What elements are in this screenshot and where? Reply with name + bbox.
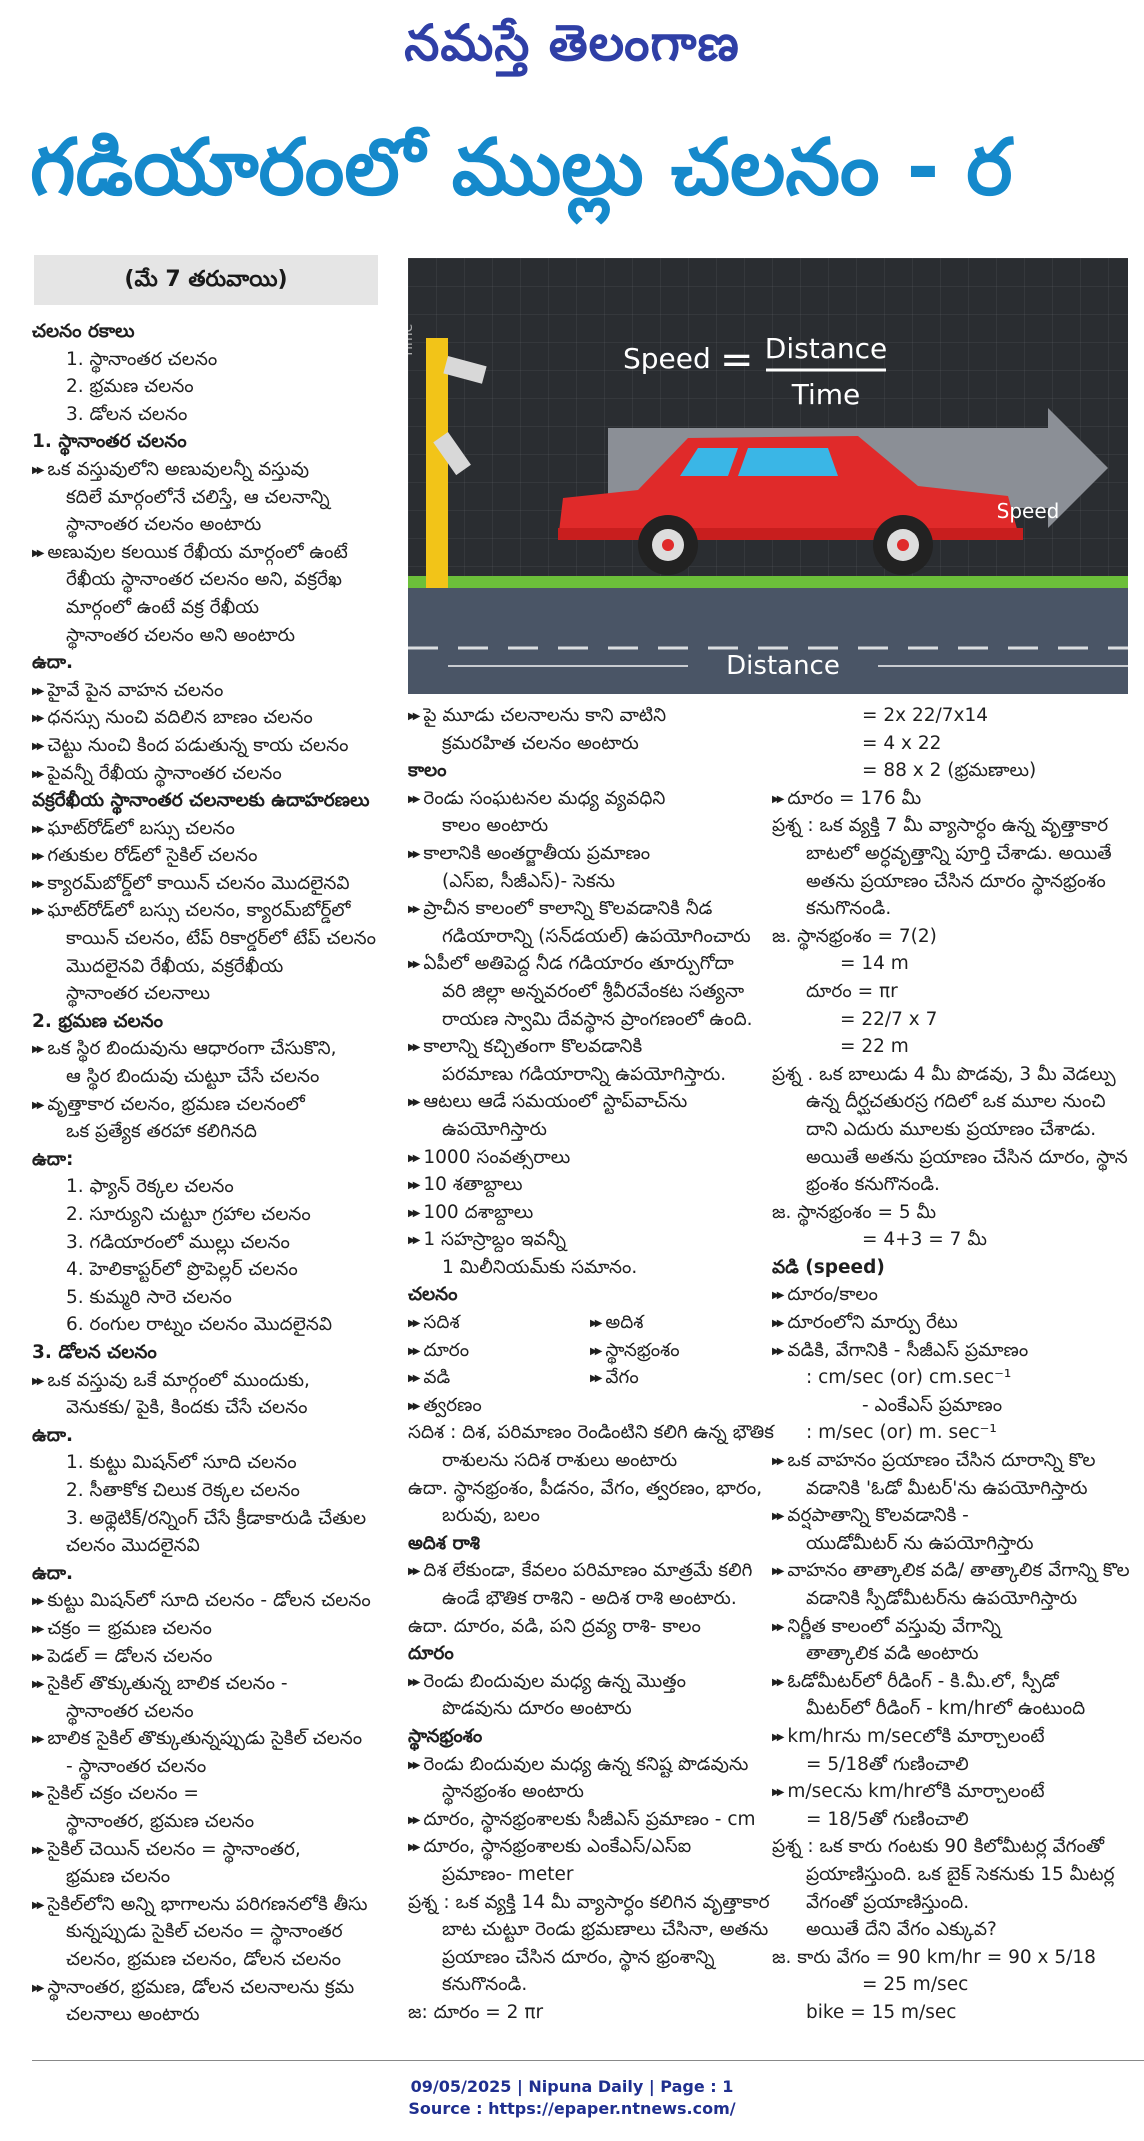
masthead: నమస్తే తెలంగాణ — [404, 14, 740, 72]
text-line: ▶▶ గతుకుల రోడ్‌లో సైకిల్ చలనం — [32, 842, 382, 870]
text-line: ▶▶ ఒక వస్తువులోని అణువులన్నీ వస్తువు — [32, 456, 382, 484]
speed-word: Speed — [623, 342, 711, 375]
column-right — [772, 702, 1142, 2027]
text-line: జ. కారు వేగం = 90 km/hr = 90 x 5/18 — [772, 1946, 1096, 1968]
headline: గడియారంలో ముల్లు చలనం - ర — [30, 123, 1013, 213]
section-heading: 3. డోలన చలనం — [32, 1341, 157, 1363]
text-line: ప్రయాణిస్తుంది. ఒక బైక్ సెకనుకు 15 మీటర్ల — [806, 1863, 1115, 1885]
text-line: మార్గంలో ఉంటే వక్ర రేఖీయ — [66, 596, 260, 618]
text-line: స్థానాంతర చలనం — [66, 1700, 194, 1722]
two-column-row — [408, 1309, 772, 1337]
text-line: ఆ స్థిర బిందువు చుట్టూ చేసే చలనం — [66, 1066, 320, 1088]
text-line: ▶▶ క్యారమ్‌బోర్డ్‌లో కాయిన్ చలనం మొదలైనవి — [32, 870, 382, 898]
time-word: Time — [791, 378, 861, 411]
text-line: ప్రశ్న : ఒక కారు గంటకు 90 కిలోమీటర్ల వేగంతో — [772, 1836, 1105, 1858]
text-line: భ్రంశం కనుగొనండి. — [806, 1174, 940, 1196]
text-line: స్థానాంతర చలనం అని అంటారు — [66, 624, 296, 646]
text-line: = 25 m/sec — [862, 1974, 969, 1996]
text-line: ▶▶ పై మూడు చలనాలను కాని వాటిని — [408, 702, 772, 730]
text-line: ▶▶ త్వరణం — [408, 1392, 772, 1420]
text-line: ▶▶ దూరంలోని మార్పు రేటు — [772, 1309, 1142, 1337]
text-line: కనుగొనండి. — [442, 1974, 528, 1996]
section-heading: ఉదా. — [32, 1562, 74, 1584]
text-line: ▶▶ కుట్టు మిషన్‌లో సూది చలనం - డోలన చలనం — [32, 1587, 382, 1615]
text-line: ▶▶ నిర్ణీత కాలంలో వస్తువు వేగాన్ని — [772, 1613, 1142, 1641]
text-line: ▶▶ m/secను km/hrలోకి మార్చాలంటే — [772, 1778, 1142, 1806]
footer-date-line: 09/05/2025 | Nipuna Daily | Page : 1 — [410, 2077, 734, 2096]
column-middle — [408, 702, 772, 2027]
text-line: ▶▶ రెండు బిందువుల మధ్య ఉన్న మొత్తం — [408, 1668, 772, 1696]
text-line: ▶▶ పెడల్ = డోలన చలనం — [32, 1643, 382, 1671]
text-line: వడానికి స్పీడోమీటర్‌ను ఉపయోగిస్తారు — [806, 1588, 1078, 1609]
text-line: పొడవును దూరం అంటారు — [442, 1698, 632, 1720]
text-line: ▶▶ సైకిల్ చెయిన్ చలనం = స్థానాంతర, — [32, 1836, 382, 1864]
section-heading: ఉదా. — [32, 1424, 74, 1446]
section-heading: దూరం — [408, 1643, 454, 1665]
text-line: ▶▶ వడికి, వేగానికి - సీజీఎస్ ప్రమాణం — [772, 1337, 1142, 1365]
text-line: వడానికి 'ఓడో మీటర్'ను ఉపయోగిస్తారు — [806, 1477, 1088, 1499]
text-line: ▶▶ ప్రాచీన కాలంలో కాలాన్ని కొలవడానికి నీడ — [408, 895, 772, 923]
text-line: ▶▶ అణువుల కలయిక రేఖీయ మార్గంలో ఉంటే — [32, 539, 382, 567]
text-line: 4. హెలికాప్టర్‌లో ప్రొపెల్లర్ చలనం — [66, 1259, 298, 1281]
hero-illustration — [400, 258, 1128, 694]
list-item: ▶▶ సదిశ — [408, 1309, 590, 1337]
section-heading: 1. స్థానాంతర చలనం — [32, 431, 187, 453]
list-item: ▶▶ స్థానభ్రంశం — [590, 1337, 772, 1365]
text-line: చలనాలు అంటారు — [66, 2004, 200, 2026]
text-line: ▶▶ పైవన్నీ రేఖీయ స్థానాంతర చలనం — [32, 760, 382, 788]
text-line: ప్రశ్న : ఒక వ్యక్తి 7 మీ వ్యాసార్ధం ఉన్న వృత్తాకార — [772, 815, 1109, 837]
section-heading: అదిశ రాశి — [408, 1532, 480, 1554]
text-line: బాట చుట్టూ రెండు భ్రమణాలు చేసినా, అతను — [442, 1919, 769, 1941]
footer-divider — [32, 2060, 1144, 2061]
text-line: ప్రమాణం- meter — [442, 1863, 574, 1885]
text-line: ▶▶ 100 దశాబ్దాలు — [408, 1199, 772, 1227]
text-line: అతను ప్రయాణం చేసిన దూరం స్థానభ్రంశం — [806, 870, 1106, 892]
text-line: ▶▶ హైవే పైన వాహన చలనం — [32, 677, 382, 705]
text-line: కనుగొనండి. — [806, 898, 892, 920]
text-line: రాశులను సదిశ రాశులు అంటారు — [442, 1450, 678, 1472]
side-time-label: Time — [400, 323, 416, 358]
text-line: ▶▶ సైకిల్ తొక్కుతున్న బాలిక చలనం - — [32, 1670, 382, 1698]
continuation-box: (మే 7 తరువాయి) — [34, 255, 378, 305]
text-line: ఉపయోగిస్తారు — [442, 1118, 547, 1140]
text-line: ▶▶ ఘాట్‌రోడ్‌లో బస్సు చలనం, క్యారమ్‌బోర్డ్‌లో — [32, 897, 382, 925]
text-line: ▶▶ చెట్టు నుంచి కింద పడుతున్న కాయ చలనం — [32, 732, 382, 760]
text-line: కాయిన్ చలనం, టేప్ రికార్డర్‌లో టేప్ చలనం — [66, 928, 377, 950]
text-line: ఉన్న దీర్ఘచతురస్ర గదిలో ఒక మూల నుంచి — [806, 1091, 1106, 1113]
text-line: మొదలైనవి రేఖీయ, వక్రరేఖీయ — [66, 955, 284, 977]
text-line: - ఎంకేఎస్ ప్రమాణం — [862, 1394, 1003, 1416]
text-line: 1. స్థానాంతర చలనం — [66, 348, 218, 370]
text-line: స్థానాంతర చలనాలు — [66, 983, 211, 1005]
section-heading: స్థానభ్రంశం — [408, 1725, 483, 1747]
text-line: కున్నప్పుడు సైకిల్ చలనం = స్థానాంతర — [66, 1921, 343, 1943]
text-line: ▶▶ వర్షపాతాన్ని కొలవడానికి - — [772, 1502, 1142, 1530]
text-line: ప్రశ్న : ఒక వ్యక్తి 14 మీ వ్యాసార్ధం కలిగిన వృత్తాకార — [408, 1891, 770, 1913]
text-line: చలనం, భ్రమణ చలనం, డోలన చలనం — [66, 1949, 342, 1971]
text-line: దూరం = πr — [806, 980, 898, 1002]
text-line: - స్థానాంతర చలనం — [66, 1755, 207, 1777]
text-line: వరి జిల్లా అన్నవరంలో శ్రీవీరవేంకట సత్యనా — [442, 980, 745, 1002]
text-line: ▶▶ సైకిల్‌లోని అన్ని భాగాలను పరిగణనలోకి తీసు — [32, 1891, 382, 1919]
text-line: ▶▶ ఒక స్థిర బిందువును ఆధారంగా చేసుకొని, — [32, 1035, 382, 1063]
list-item: ▶▶ వడి — [408, 1364, 590, 1392]
text-line: ▶▶ రెండు సంఘటనల మధ్య వ్యవధిని — [408, 785, 772, 813]
text-line: ▶▶ కాలాన్ని కచ్చితంగా కొలవడానికి — [408, 1033, 772, 1061]
text-line: ▶▶ చక్రం = భ్రమణ చలనం — [32, 1615, 382, 1643]
text-line: ▶▶ రెండు బిందువుల మధ్య ఉన్న కనిష్ట పొడవును — [408, 1751, 772, 1779]
text-line: ▶▶ ధనస్సు నుంచి వదిలిన బాణం చలనం — [32, 704, 382, 732]
text-line: ▶▶ ఘాట్‌రోడ్‌లో బస్సు చలనం — [32, 815, 382, 843]
text-line: జ. స్థానభ్రంశం = 5 మీ — [772, 1201, 937, 1223]
text-line: 6. రంగుల రాట్నం చలనం మొదలైనవి — [66, 1314, 332, 1336]
text-line: ఉదా. స్థానభ్రంశం, పీడనం, వేగం, త్వరణం, భారం, — [408, 1477, 763, 1499]
text-line: వెనుకకు/ పైకి, కిందకు చేసే చలనం — [66, 1397, 308, 1419]
text-line: ▶▶ ఆటలు ఆడే సమయంలో స్టాప్‌వాచ్‌ను — [408, 1088, 772, 1116]
text-line: ప్రయాణం చేసిన దూరం, స్థాన భ్రంశాన్ని — [442, 1946, 715, 1968]
text-line: = 88 x 2 (భ్రమణాలు) — [862, 760, 1037, 782]
text-line: వేగంతో ప్రయాణిస్తుంది. — [806, 1891, 970, 1913]
text-line: 5. కుమ్మరి సారె చలనం — [66, 1286, 232, 1308]
text-line: 1 మిలీనియమ్‌కు సమానం. — [442, 1256, 638, 1278]
text-line: బాటలో అర్ధవృత్తాన్ని పూర్తి చేశాడు. అయితే — [806, 842, 1112, 864]
text-line: స్థానాంతర, భ్రమణ చలనం — [66, 1811, 255, 1833]
text-line: ▶▶ దూరం/కాలం — [772, 1281, 1142, 1309]
text-line: = 2x 22/7x14 — [862, 705, 989, 726]
text-line: స్థానభ్రంశం అంటారు — [442, 1781, 584, 1803]
text-line: ఉండే భౌతిక రాశిని - అదిశ రాశి అంటారు. — [442, 1588, 737, 1609]
text-line: క్రమరహిత చలనం అంటారు — [442, 732, 639, 754]
text-line: (ఎస్ఐ, సీజీఎస్)- సెకను — [442, 870, 616, 892]
arrow-speed-label: Speed — [996, 499, 1060, 523]
text-line: పరమాణు గడియారాన్ని ఉపయోగిస్తారు. — [442, 1063, 727, 1085]
section-heading: కాలం — [408, 760, 447, 782]
section-heading: వక్రరేఖీయ స్థానాంతర చలనాలకు ఉదాహరణలు — [32, 790, 370, 812]
text-line: 2. భ్రమణ చలనం — [66, 376, 194, 398]
text-line: ▶▶ కాలానికి అంతర్జాతీయ ప్రమాణం — [408, 840, 772, 868]
text-line: మీటర్‌లో రీడింగ్ - km/hrలో ఉంటుంది — [806, 1698, 1086, 1720]
text-line: తాత్కాలిక వడి అంటారు — [806, 1643, 979, 1665]
text-line: = 5/18తో గుణించాలి — [806, 1753, 969, 1775]
text-line: : m/sec (or) m. sec⁻¹ — [806, 1422, 997, 1444]
text-line: జ. స్థానభ్రంశం = 7(2) — [772, 925, 937, 947]
text-line: భ్రమణ చలనం — [66, 1866, 171, 1888]
text-line: స్థానాంతర చలనం అంటారు — [66, 514, 262, 536]
two-column-row — [408, 1337, 772, 1365]
text-line: ఒక ప్రత్యేక తరహా కలిగినది — [66, 1121, 257, 1143]
section-heading: ఉదా: — [32, 1148, 74, 1170]
footer-source-line: Source : https://epaper.ntnews.com/ — [408, 2099, 736, 2118]
text-line: ▶▶ ఓడోమీటర్‌లో రీడింగ్ - కి.మీ.లో, స్పీడో — [772, 1668, 1142, 1696]
section-heading: 2. భ్రమణ చలనం — [32, 1010, 164, 1032]
text-line: = 22 m — [840, 1036, 909, 1058]
text-line: యుడోమీటర్ ను ఉపయోగిస్తారు — [806, 1532, 1034, 1554]
text-line: ▶▶ 1000 సంవత్సరాలు — [408, 1144, 772, 1172]
ground-distance-label: Distance — [726, 651, 840, 681]
text-line: అయితే అతను ప్రయాణం చేసిన దూరం, స్థాన — [806, 1146, 1128, 1168]
text-line: ▶▶ బాలిక సైకిల్ తొక్కుతున్నప్పుడు సైకిల్ చలనం — [32, 1725, 382, 1753]
text-line: ▶▶ దూరం, స్థానభ్రంశాలకు ఎంకేఎస్/ఎస్ఐ — [408, 1833, 772, 1861]
text-line: bike = 15 m/sec — [806, 2001, 957, 2023]
section-heading: చలనం — [408, 1284, 458, 1306]
text-line: = 18/5తో గుణించాలి — [806, 1808, 969, 1830]
text-line: ప్రశ్న . ఒక బాలుడు 4 మీ పొడవు, 3 మీ వెడల్పు — [772, 1063, 1116, 1085]
text-line: ▶▶ 1 సహస్రాబ్దం ఇవన్నీ — [408, 1226, 772, 1254]
text-line: = 14 m — [840, 953, 909, 975]
column-left — [32, 318, 382, 2029]
text-line: : cm/sec (or) cm.sec⁻¹ — [806, 1367, 1012, 1389]
text-line: ▶▶ ఒక వస్తువు ఒకే మార్గంలో ముందుకు, — [32, 1367, 382, 1395]
text-line: 2. సూర్యుని చుట్టూ గ్రహాల చలనం — [66, 1204, 311, 1225]
text-line: రేఖీయ స్థానాంతర చలనం అని, వక్రరేఖ — [66, 569, 343, 591]
text-line: 3. గడియారంలో ముల్లు చలనం — [66, 1231, 290, 1253]
text-line: ▶▶ వాహనం తాత్కాలిక వడి/ తాత్కాలిక వేగాన్ని కొల — [772, 1557, 1142, 1585]
section-heading: ఉదా. — [32, 652, 74, 674]
text-line: చలనం మొదలైనవి — [66, 1535, 200, 1557]
text-line: దాని ఎదురు మూలకు ప్రయాణం చేశాడు. — [806, 1118, 1097, 1140]
text-line: = 4 x 22 — [862, 732, 942, 754]
text-line: కాలం అంటారు — [442, 815, 549, 837]
text-line: = 22/7 x 7 — [840, 1008, 938, 1030]
list-item: ▶▶ దూరం — [408, 1337, 590, 1365]
text-line: ఉదా. దూరం, వడి, పని ద్రవ్య రాశి- కాలం — [408, 1615, 701, 1637]
footer — [0, 2076, 1144, 2120]
list-item: ▶▶ అదిశ — [590, 1309, 772, 1337]
text-line: 1. కుట్టు మిషన్‌లో సూది చలనం — [66, 1452, 297, 1474]
text-line: బరువు, బలం — [442, 1505, 540, 1527]
text-line: ▶▶ దిశ లేకుండా, కేవలం పరిమాణం మాత్రమే కలిగి — [408, 1557, 772, 1585]
text-line: 3. అథ్లెటిక్/రన్నింగ్ చేసే క్రీడాకారుడి చేతుల — [66, 1507, 367, 1529]
text-line: ▶▶ సైకిల్ చక్రం చలనం = — [32, 1780, 382, 1808]
text-line: రాయణ స్వామి దేవస్థాన ప్రాంగణంలో ఉంది. — [442, 1008, 753, 1030]
text-line: కదిలే మార్గంలోనే చలిస్తే, ఆ చలనాన్ని — [66, 486, 330, 508]
text-line: ▶▶ దూరం = 176 మీ — [772, 785, 1142, 813]
text-line: 3. డోలన చలనం — [66, 403, 188, 425]
text-line: జ: దూరం = 2 πr — [408, 2001, 544, 2023]
equals-sign: = — [720, 337, 754, 383]
section-heading: చలనం రకాలు — [32, 321, 135, 342]
section-heading: వడి (speed) — [772, 1256, 885, 1278]
text-line: 1. ఫ్యాన్ రెక్కల చలనం — [66, 1176, 234, 1198]
text-line: గడియారాన్ని (సన్‌డయల్) ఉపయోగించారు — [442, 925, 751, 947]
text-line: ▶▶ ఒక వాహనం ప్రయాణం చేసిన దూరాన్ని కొల — [772, 1447, 1142, 1475]
text-line: ▶▶ దూరం, స్థానభ్రంశాలకు సీజీఎస్ ప్రమాణం - cm — [408, 1806, 772, 1834]
list-item: ▶▶ వేగం — [590, 1364, 772, 1392]
text-line: ▶▶ 10 శతాబ్దాలు — [408, 1171, 772, 1199]
text-line: సదిశ : దిశ, పరిమాణం రెండింటిని కలిగి ఉన్న భౌతిక — [408, 1422, 774, 1444]
text-line: = 4+3 = 7 మీ — [862, 1229, 987, 1251]
text-line: ▶▶ స్థానాంతర, భ్రమణ, డోలన చలనాలను క్రమ — [32, 1974, 382, 2002]
two-column-row — [408, 1364, 772, 1392]
text-line: ▶▶ km/hrను m/secలోకి మార్చాలంటే — [772, 1723, 1142, 1751]
distance-word: Distance — [764, 332, 888, 365]
text-line: ▶▶ వృత్తాకార చలనం, భ్రమణ చలనంలో — [32, 1091, 382, 1119]
text-line: 2. సీతాకోక చిలుక రెక్కల చలనం — [66, 1479, 300, 1501]
text-line: ▶▶ ఏపీలో అతిపెద్ద నీడ గడియారం తూర్పుగోదా — [408, 950, 772, 978]
text-line: అయితే దేని వేగం ఎక్కువ? — [806, 1919, 997, 1941]
